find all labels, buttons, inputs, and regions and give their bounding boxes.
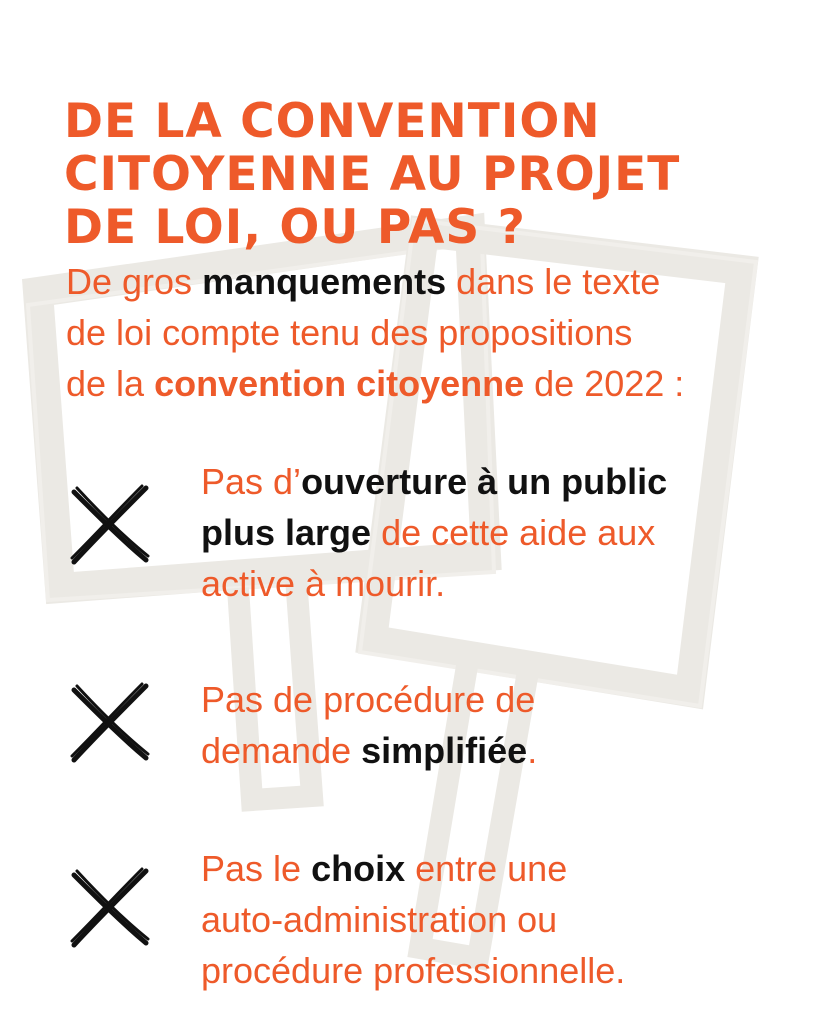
list-item-line <box>201 843 625 894</box>
item-text: demande <box>201 730 362 771</box>
intro-line-1 <box>66 256 796 307</box>
list-item-line <box>201 507 667 558</box>
headline-line-2: CITOYENNE AU PROJET <box>64 147 681 203</box>
intro-emphasis: manquements <box>202 261 447 302</box>
list-item-line <box>201 456 667 507</box>
headline-line-1: DE LA CONVENTION <box>64 94 601 150</box>
list-item-line: Pas de procédure de <box>201 679 536 720</box>
cross-icon <box>68 482 152 566</box>
intro-line-3 <box>66 358 796 409</box>
item-emphasis: choix <box>311 848 406 889</box>
item-text: . <box>527 730 538 771</box>
item-emphasis: plus large <box>201 512 372 553</box>
intro-text: dans le texte <box>446 261 661 302</box>
item-text: Pas le <box>201 848 312 889</box>
intro-emphasis-accent: convention citoyenne <box>154 363 525 404</box>
item-emphasis: simplifiée <box>361 730 528 771</box>
list-item-text <box>201 456 667 609</box>
list-item-line: procédure professionnelle. <box>201 950 626 991</box>
list-item-text <box>201 674 537 776</box>
item-text: Pas d’ <box>201 461 302 502</box>
intro-text: De gros <box>66 261 203 302</box>
intro-line-2: de loi compte tenu des propositions <box>66 312 633 353</box>
headline-line-3: DE LOI, OU PAS ? <box>64 200 526 256</box>
list-item-text <box>201 843 625 996</box>
item-emphasis: ouverture à un public <box>301 461 668 502</box>
intro-text: de 2022 : <box>524 363 685 404</box>
cross-icon <box>68 680 152 764</box>
list-item-line: active à mourir. <box>201 563 446 604</box>
headline <box>64 95 784 254</box>
intro-paragraph <box>66 256 796 409</box>
item-text: entre une <box>405 848 568 889</box>
list-item-line <box>201 725 537 776</box>
list-item-line: auto-administration ou <box>201 899 558 940</box>
cross-icon <box>68 865 152 949</box>
intro-text: de la <box>66 363 155 404</box>
item-text: de cette aide aux <box>371 512 656 553</box>
